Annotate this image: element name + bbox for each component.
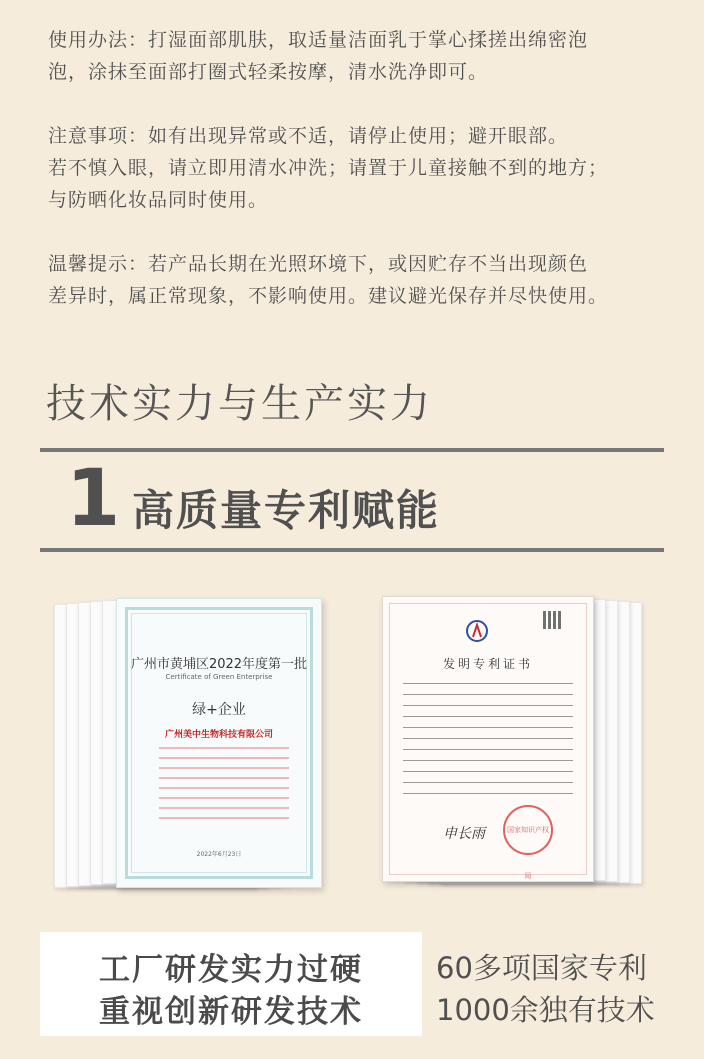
certificate-inner-border bbox=[131, 613, 307, 873]
certificate-title: 广州市黄埔区2022年度第一批 bbox=[130, 657, 308, 672]
precautions bbox=[48, 120, 668, 216]
certificate-fine-print bbox=[159, 747, 289, 827]
section-subtitle: 高质量专利赋能 bbox=[132, 486, 441, 535]
usage-line: 使用办法：打湿面部肌肤，取适量洁面乳于掌心揉搓出绵密泡 bbox=[48, 29, 589, 51]
patent-title: 发明专利证书 bbox=[442, 657, 533, 671]
precaution-line: 注意事项：如有出现异常或不适，请停止使用；避开眼部。 bbox=[48, 125, 569, 147]
section-number: 1 bbox=[66, 454, 121, 544]
official-seal: 国家知识产权局 bbox=[503, 805, 553, 855]
certificate-company: 广州美中生物科技有限公司 bbox=[164, 730, 273, 740]
patent-fine-print bbox=[403, 683, 573, 804]
certificate-date: 2022年6月23日 bbox=[196, 851, 242, 858]
precaution-line: 若不慎入眼，请立即用清水冲洗；请置于儿童接触不到的地方； bbox=[48, 157, 609, 179]
patent-signature: 申长雨 bbox=[443, 826, 485, 842]
green-enterprise-certificate-stack bbox=[54, 598, 322, 890]
patent-certificate bbox=[382, 596, 594, 882]
section-title: 技术实力与生产实力 bbox=[46, 381, 433, 427]
technology-count: 1000余独有技术 bbox=[436, 993, 655, 1027]
banner-line: 工厂研发实力过硬 bbox=[99, 952, 363, 988]
green-enterprise-certificate bbox=[116, 598, 322, 888]
tip-line: 差异时，属正常现象，不影响使用。建议避光保存并尽快使用。 bbox=[48, 285, 609, 307]
patent-certificate-stack bbox=[382, 596, 652, 886]
rd-strength-banner bbox=[40, 932, 422, 1036]
precaution-line: 与防晒化妆品同时使用。 bbox=[48, 189, 269, 211]
qr-code-icon bbox=[543, 611, 561, 629]
tip-line: 温馨提示：若产品长期在光照环境下，或因贮存不当出现颜色 bbox=[48, 253, 589, 275]
certificate-english-title: Certificate of Green Enterprise bbox=[165, 673, 273, 681]
divider-top bbox=[40, 448, 664, 452]
usage-line: 泡，涂抹至面部打圈式轻柔按摩，清水洗净即可。 bbox=[48, 61, 489, 83]
banner-line: 重视创新研发技术 bbox=[99, 994, 363, 1030]
divider-bottom bbox=[40, 548, 664, 552]
certificate-label: 绿+企业 bbox=[192, 702, 246, 718]
usage-instructions bbox=[48, 24, 668, 88]
warm-tip bbox=[48, 248, 668, 312]
patent-office-logo-icon bbox=[465, 619, 489, 643]
patent-count: 60多项国家专利 bbox=[436, 951, 647, 985]
